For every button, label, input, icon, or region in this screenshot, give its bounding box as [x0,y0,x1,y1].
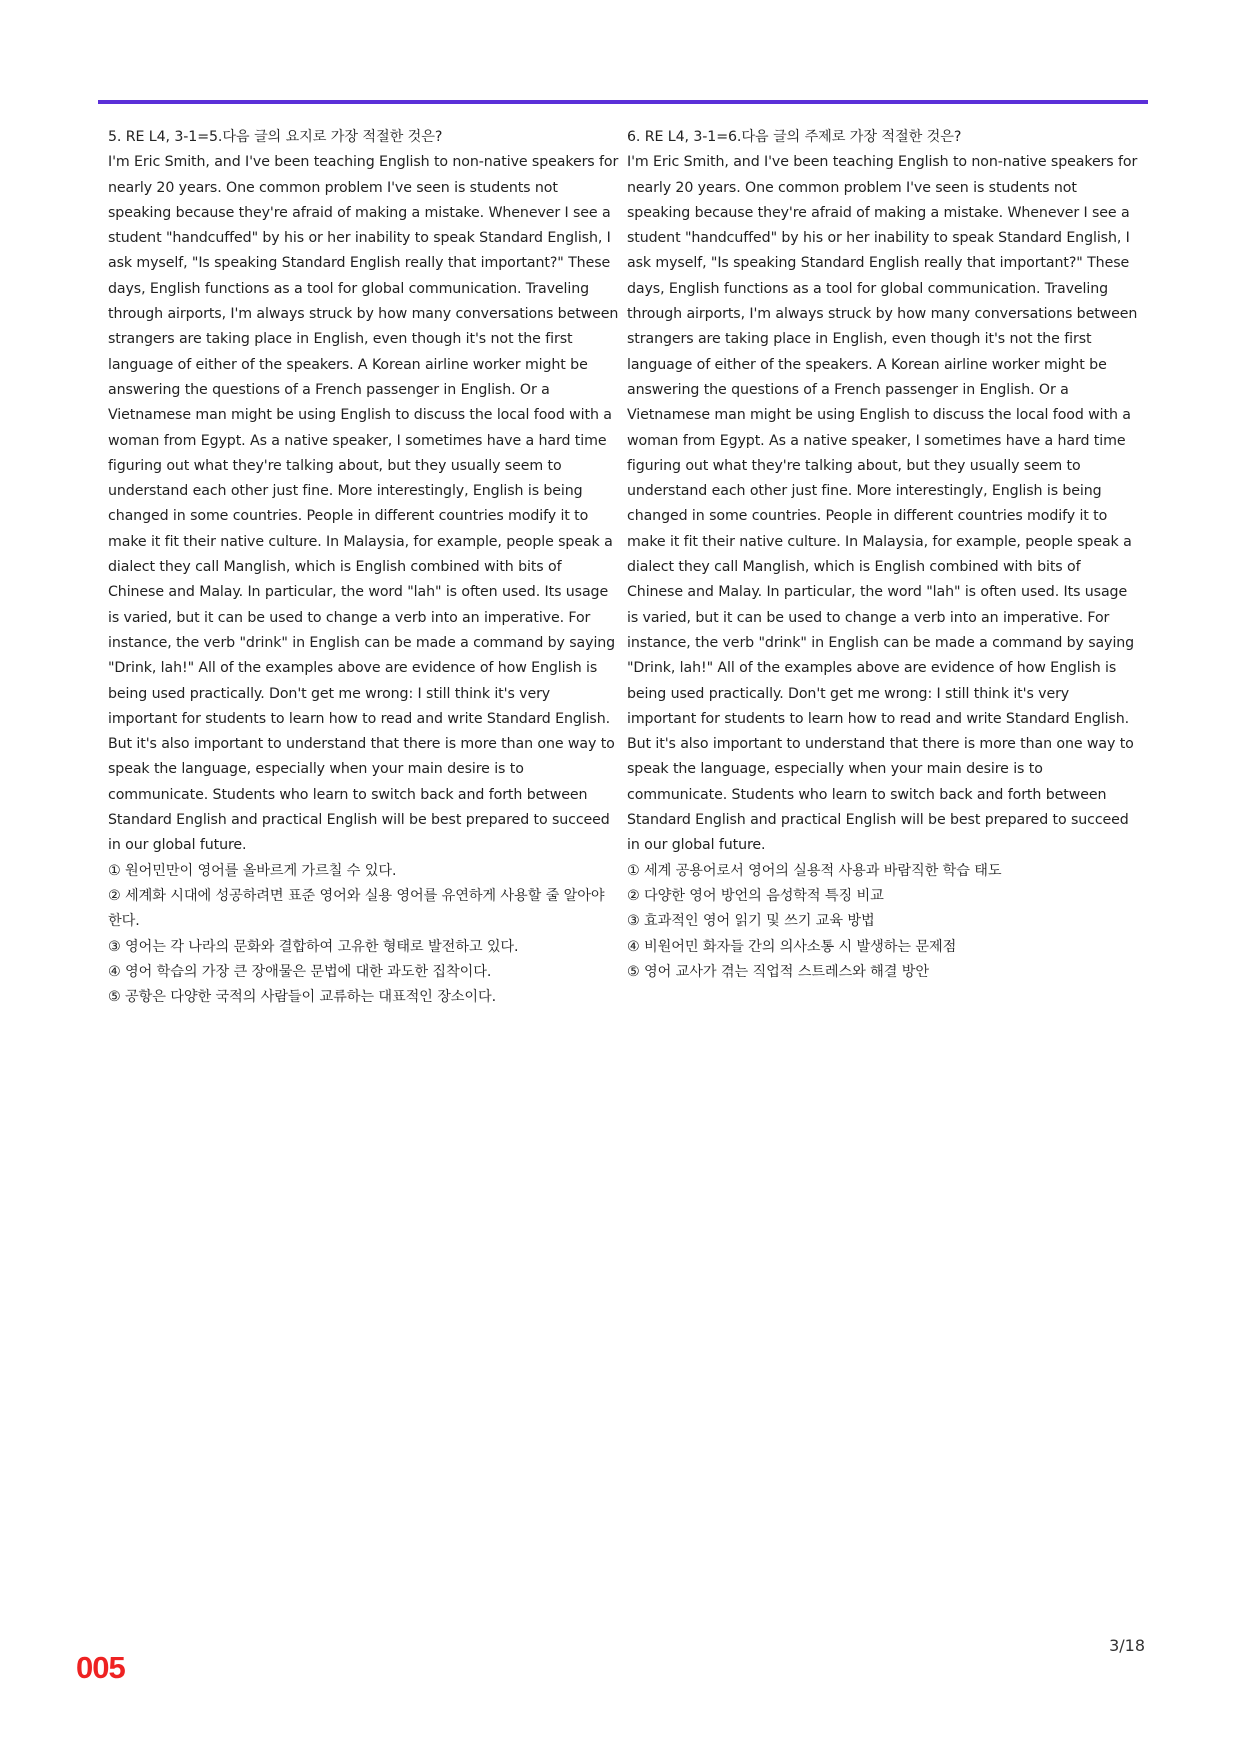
question-passage: I'm Eric Smith, and I've been teaching English to non-native speakers for nearly 20 years. One common problem I've seen is students not speaking because they're afraid of making a mistake. Whenever I see a student "handcuffed" by his or her inability to speak Standard English, I ask myself, "Is speaking Standard English really that important?" These days, English functions as a tool for global communication. Traveling through airports, I'm always struck by how many conversations between strangers are taking place in English, even though it's not the first language of either of the speakers. A Korean airline worker might be answering the questions of a French passenger in English. Or a Vietnamese man might be using English to discuss the local food with a woman from Egypt. As a native speaker, I sometimes have a hard time figuring out what they're talking about, but they usually seem to understand each other just fine. More interestingly, English is being changed in some countries. People in different countries modify it to make it fit their native culture. In Malaysia, for example, people speak a dialect they call Manglish, which is English combined with bits of Chinese and Malay. In particular, the word "lah" is often used. Its usage is varied, but it can be used to change a verb into an imperative. For instance, the verb "drink" in English can be made a command by saying "Drink, lah!" All of the examples above are evidence of how English is being used practically. Don't get me wrong: I still think it's very important for students to learn how to read and write Standard English. But it's also important to understand that there is more than one way to speak the language, especially when your main desire is to communicate. Students who learn to switch back and forth between Standard English and practical English will be best prepared to succeed in our global future. [108,154,619,854]
answer-option-5[interactable]: ⑤ 영어 교사가 겪는 직업적 스트레스와 해결 방안 [627,963,929,980]
answer-option-3[interactable]: ③ 영어는 각 나라의 문화와 결합하여 고유한 형태로 발전하고 있다. [108,938,519,955]
answer-option-1[interactable]: ① 원어민만이 영어를 올바르게 가르칠 수 있다. [108,862,397,879]
question-6 [627,125,1139,985]
answer-option-2[interactable]: ② 다양한 영어 방언의 음성학적 특징 비교 [627,887,884,904]
answer-option-1[interactable]: ① 세계 공용어로서 영어의 실용적 사용과 바람직한 학습 태도 [627,862,1002,879]
answer-option-2[interactable]: ② 세계화 시대에 성공하려면 표준 영어와 실용 영어를 유연하게 사용할 줄 알아야 한다. [108,887,605,930]
answer-option-3[interactable]: ③ 효과적인 영어 읽기 및 쓰기 교육 방법 [627,913,875,930]
top-accent-rule [98,100,1148,104]
answer-options [108,859,620,1011]
question-title: 5. RE L4, 3-1=5.다음 글의 요지로 가장 적절한 것은? [108,129,443,145]
brand-mark: 005 [76,1650,125,1685]
answer-option-4[interactable]: ④ 영어 학습의 가장 큰 장애물은 문법에 대한 과도한 집착이다. [108,963,492,980]
page-number: 3/18 [1109,1636,1145,1655]
question-5 [108,125,620,1010]
question-passage: I'm Eric Smith, and I've been teaching English to non-native speakers for nearly 20 years. One common problem I've seen is students not speaking because they're afraid of making a mistake. Whenever I see a student "handcuffed" by his or her inability to speak Standard English, I ask myself, "Is speaking Standard English really that important?" These days, English functions as a tool for global communication. Traveling through airports, I'm always struck by how many conversations between strangers are taking place in English, even though it's not the first language of either of the speakers. A Korean airline worker might be answering the questions of a French passenger in English. Or a Vietnamese man might be using English to discuss the local food with a woman from Egypt. As a native speaker, I sometimes have a hard time figuring out what they're talking about, but they usually seem to understand each other just fine. More interestingly, English is being changed in some countries. People in different countries modify it to make it fit their native culture. In Malaysia, for example, people speak a dialect they call Manglish, which is English combined with bits of Chinese and Malay. In particular, the word "lah" is often used. Its usage is varied, but it can be used to change a verb into an imperative. For instance, the verb "drink" in English can be made a command by saying "Drink, lah!" All of the examples above are evidence of how English is being used practically. Don't get me wrong: I still think it's very important for students to learn how to read and write Standard English. But it's also important to understand that there is more than one way to speak the language, especially when your main desire is to communicate. Students who learn to switch back and forth between Standard English and practical English will be best prepared to succeed in our global future. [627,154,1138,854]
question-title: 6. RE L4, 3-1=6.다음 글의 주제로 가장 적절한 것은? [627,129,962,145]
answer-option-5[interactable]: ⑤ 공항은 다양한 국적의 사람들이 교류하는 대표적인 장소이다. [108,989,497,1006]
answer-option-4[interactable]: ④ 비원어민 화자들 간의 의사소통 시 발생하는 문제점 [627,938,957,955]
answer-options [627,859,1139,985]
